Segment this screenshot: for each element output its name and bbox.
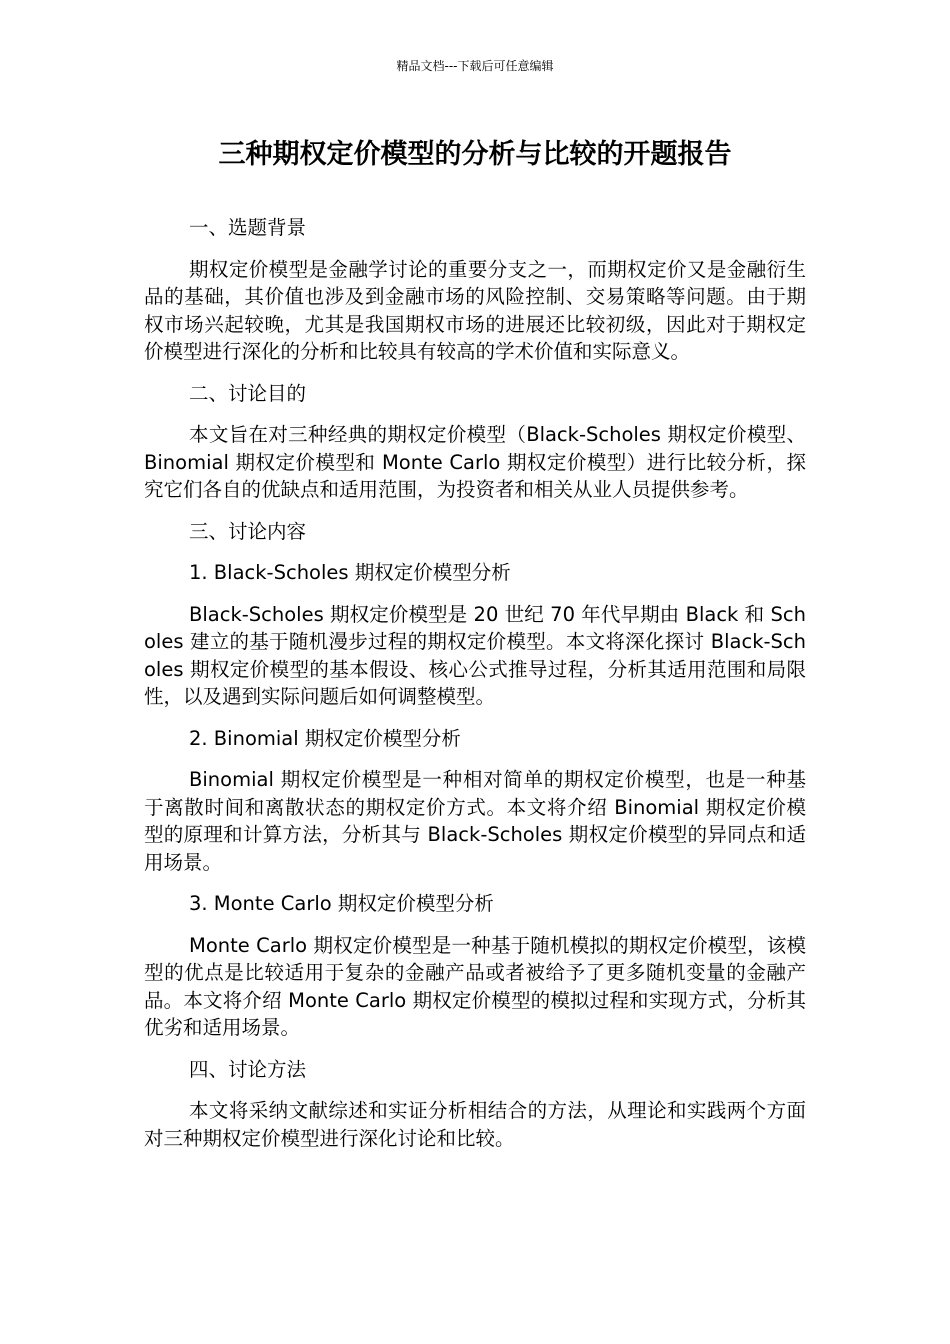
section-heading-method: 四、讨论方法: [189, 1057, 307, 1081]
section-heading-content: 三、讨论内容: [189, 519, 307, 543]
paragraph-method: 本文将采纳文献综述和实证分析相结合的方法，从理论和实践两个方面对三种期权定价模型进行深化讨论和比较。: [144, 1099, 806, 1150]
subsection-heading-binomial: 2. Binomial 期权定价模型分析: [189, 726, 461, 750]
document-body: [144, 214, 806, 1166]
paragraph-binomial: Binomial 期权定价模型是一种相对简单的期权定价模型，也是一种基于离散时间和离散状态的期权定价方式。本文将介绍 Binomial 期权定价模型的原理和计算方法，分析其与 Black-Scholes 期权定价模型的异同点和适用场景。: [144, 768, 806, 874]
paragraph-black-scholes: Black-Scholes 期权定价模型是 20 世纪 70 年代早期由 Black 和 Scholes 建立的基于随机漫步过程的期权定价模型。本文将深化探讨 Black-Scholes 期权定价模型的基本假设、核心公式推导过程，分析其适用范围和局限性，以及遇到实际问题后如何调整模型。: [144, 602, 806, 708]
section-heading-background: 一、选题背景: [189, 216, 307, 239]
subsection-heading-monte-carlo: 3. Monte Carlo 期权定价模型分析: [189, 892, 494, 915]
document-title: 三种期权定价模型的分析与比较的开题报告: [218, 139, 732, 170]
paragraph-background: 期权定价模型是金融学讨论的重要分支之一，而期权定价又是金融衍生品的基础，其价值也涉及到金融市场的风险控制、交易策略等问题。由于期权市场兴起较晚，尤其是我国期权市场的进展还比较初级，因此对于期权定价模型进行深化的分析和比较具有较高的学术价值和实际意义。: [144, 257, 806, 363]
paragraph-monte-carlo: Monte Carlo 期权定价模型是一种基于随机模拟的期权定价模型，该模型的优点是比较适用于复杂的金融产品或者被给予了更多随机变量的金融产品。本文将介绍 Monte Carlo 期权定价模型的模拟过程和实现方式，分析其优劣和适用场景。: [144, 933, 806, 1039]
page-header: 精品文档---下载后可任意编辑: [396, 59, 554, 73]
paragraph-purpose: 本文旨在对三种经典的期权定价模型（Black-Scholes 期权定价模型、Binomial 期权定价模型和 Monte Carlo 期权定价模型）进行比较分析，探究它们各自的优缺点和适用范围，为投资者和相关从业人员提供参考。: [144, 423, 806, 501]
subsection-heading-black-scholes: 1. Black-Scholes 期权定价模型分析: [189, 561, 511, 584]
section-heading-purpose: 二、讨论目的: [189, 381, 307, 405]
